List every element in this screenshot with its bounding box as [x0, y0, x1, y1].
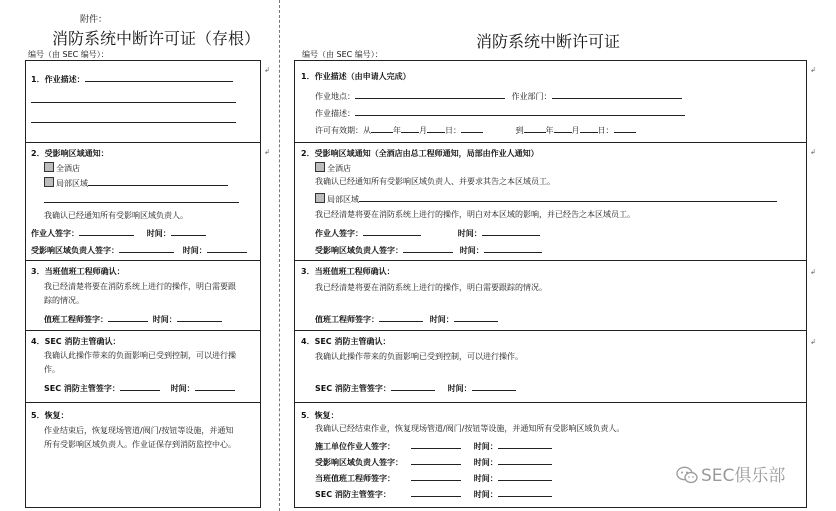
margin-mark: ↲: [264, 66, 270, 74]
permit-from-year[interactable]: [371, 124, 393, 133]
checkbox-icon[interactable]: [44, 177, 54, 187]
stub-s3-text-1: 我已经清楚将要在消防系统上进行的操作，明白需要跟: [44, 282, 236, 291]
permit-restore-sec-sign-line[interactable]: [411, 488, 461, 497]
permit-s5-text: 我确认已经结束作业，恢复现场管道/阀门/按钮等设施，并通知所有受影响区域负责人。: [315, 424, 625, 433]
stub-section-2: [26, 143, 260, 261]
stub-engineer-sign-line[interactable]: [108, 313, 148, 322]
wechat-icon: [676, 466, 698, 484]
permit-s1-heading: 1．作业描述（由申请人完成）: [301, 72, 411, 81]
stub-part-area-line[interactable]: [88, 177, 228, 186]
stub-part-area-line-2[interactable]: [44, 194, 239, 203]
permit-from-day[interactable]: [427, 124, 445, 133]
permit-s2-heading: 2．受影响区域通知（全酒店由总工程师通知，局部由作业人通知）: [301, 149, 539, 158]
permit-section-2: [295, 143, 806, 261]
permit-section-4: [295, 331, 806, 403]
permit-s3-text: 我已经清楚将要在消防系统上进行的操作，明白需要跟踪的情况。: [315, 283, 547, 292]
permit-location-row: 作业地点： 作业部门：: [315, 90, 682, 102]
permit-confirm-all: 我确认已经通知所有受影响区域负责人、并要求其告之本区域员工。: [315, 177, 555, 186]
permit-to-day[interactable]: [580, 124, 598, 133]
permit-s4-heading: 4．SEC 消防主管确认：: [301, 337, 391, 346]
permit-worker-time-line[interactable]: [482, 227, 540, 236]
permit-restore-sec-time-line[interactable]: [498, 488, 552, 497]
permit-number-label: 编号（由 SEC 编号）：: [302, 50, 383, 59]
stub-s2-confirm: 我确认已经通知所有受影响区域负责人。: [44, 211, 188, 220]
permit-engineer-time-line[interactable]: [454, 313, 498, 322]
permit-option-part[interactable]: 局部区域: [315, 193, 777, 205]
margin-mark: ↲: [810, 66, 816, 74]
permit-area-time-line[interactable]: [484, 244, 542, 253]
permit-desc-row: 作业描述：: [315, 107, 685, 119]
stub-area-time-line[interactable]: [207, 244, 247, 253]
permit-part-area-line[interactable]: [359, 193, 777, 202]
stub-s1-heading: 1．作业描述：: [31, 73, 233, 85]
permit-title: 消防系统中断许可证: [476, 32, 621, 51]
permit-valid-row: 许可有效期：从 年 月 日： 到 年 月 日：: [315, 124, 636, 136]
stub-area-sign-row: 受影响区域负责人签字： 时间：: [31, 244, 247, 256]
stub-desc-line-2[interactable]: [31, 94, 236, 103]
permit-section-3: [295, 261, 806, 331]
stub-worker-sign-row: 作业人签字： 时间：: [31, 227, 206, 239]
margin-mark: ↲: [810, 148, 816, 156]
stub-title: 消防系统中断许可证（存根）: [52, 29, 261, 48]
stub-s3-text-2: 踪的情况。: [44, 296, 84, 305]
watermark-text: SEC俱乐部: [701, 466, 786, 486]
stub-desc-line-3[interactable]: [31, 114, 236, 123]
stub-section-1: [26, 61, 260, 143]
stub-option-part[interactable]: 局部区域: [44, 177, 228, 189]
permit-section-5: [295, 403, 806, 507]
stub-worker-sign-line[interactable]: [79, 227, 134, 236]
stub-section-5: [26, 403, 260, 507]
permit-s4-text: 我确认此操作带来的负面影响已受到控制，可以进行操作。: [315, 352, 523, 361]
permit-restore-sec-sign-row: SEC 消防主管签字： 时间：: [315, 488, 552, 500]
stub-s5-text-2: 所有受影响区域负责人。作业证保存到消防监控中心。: [44, 440, 236, 449]
permit-contractor-sign-line[interactable]: [411, 440, 461, 449]
permit-desc-line[interactable]: [355, 107, 685, 116]
permit-area-sign-line[interactable]: [403, 244, 453, 253]
permit-form: [294, 60, 807, 508]
permit-confirm-part: 我已经清楚将要在消防系统上进行的操作，明白对本区域的影响，并已经告之本区域员工。: [315, 210, 635, 219]
permit-to-month[interactable]: [554, 124, 572, 133]
stub-s5-heading: 5．恢复：: [31, 411, 69, 420]
cut-line: [279, 0, 280, 511]
permit-engineer-sign-line[interactable]: [379, 313, 423, 322]
permit-from-month[interactable]: [401, 124, 419, 133]
stub-engineer-sign-row: 值班工程师签字： 时间：: [44, 313, 222, 325]
permit-restore-eng-sign-line[interactable]: [411, 472, 461, 481]
permit-from-time[interactable]: [461, 124, 483, 133]
stub-sec-time-line[interactable]: [195, 382, 235, 391]
permit-s3-heading: 3．当班值班工程师确认：: [301, 267, 395, 276]
permit-restore-eng-time-line[interactable]: [498, 472, 552, 481]
permit-restore-area-sign-row: 受影响区域负责人签字： 时间：: [315, 456, 552, 468]
stub-s4-text-2: 作。: [44, 365, 60, 374]
margin-mark: ↲: [810, 268, 816, 276]
permit-contractor-time-line[interactable]: [498, 440, 552, 449]
stub-s3-heading: 3．当班值班工程师确认：: [31, 267, 125, 276]
stub-section-3: [26, 261, 260, 331]
permit-sec-time-line[interactable]: [472, 382, 516, 391]
permit-s5-heading: 5．恢复：: [301, 411, 339, 420]
attachment-label: 附件：: [80, 15, 108, 25]
permit-to-year[interactable]: [524, 124, 546, 133]
stub-form: [25, 60, 261, 508]
stub-area-sign-line[interactable]: [119, 244, 174, 253]
stub-worker-time-line[interactable]: [171, 227, 206, 236]
stub-number-label: 编号（由 SEC 编号）：: [28, 50, 109, 59]
stub-s5-text-1: 作业结束后，恢复现场管道/阀门/按钮等设施，并通知: [44, 426, 234, 435]
stub-s4-text-1: 我确认此操作带来的负面影响已受到控制，可以进行操: [44, 351, 236, 360]
stub-s2-heading: 2．受影响区域通知：: [31, 149, 109, 158]
permit-worker-sign-line[interactable]: [363, 227, 421, 236]
permit-engineer-sign-row: 值班工程师签字： 时间：: [315, 313, 498, 325]
permit-dept-line[interactable]: [552, 90, 682, 99]
permit-restore-area-time-line[interactable]: [498, 456, 552, 465]
stub-sec-sign-row: SEC 消防主管签字： 时间：: [44, 382, 235, 394]
checkbox-icon[interactable]: [44, 162, 54, 172]
watermark: [676, 461, 785, 486]
stub-option-all[interactable]: 全酒店: [44, 162, 80, 174]
permit-worker-sign-row: 作业人签字： 时间：: [315, 227, 540, 239]
stub-s4-heading: 4．SEC 消防主管确认：: [31, 337, 121, 346]
stub-section-4: [26, 331, 260, 403]
permit-to-time[interactable]: [614, 124, 636, 133]
checkbox-icon[interactable]: [315, 193, 325, 203]
permit-restore-eng-sign-row: 当班值班工程师签字： 时间：: [315, 472, 552, 484]
permit-section-1: [295, 61, 806, 143]
stub-desc-line-1[interactable]: [85, 73, 233, 82]
checkbox-icon[interactable]: [315, 162, 325, 172]
margin-mark: ↲: [264, 148, 270, 156]
permit-area-sign-row: 受影响区域负责人签字： 时间：: [315, 244, 542, 256]
permit-contractor-sign-row: 施工单位作业人签字： 时间：: [315, 440, 552, 452]
stub-sec-sign-line[interactable]: [120, 382, 160, 391]
permit-restore-area-sign-line[interactable]: [411, 456, 461, 465]
permit-sec-sign-line[interactable]: [391, 382, 435, 391]
stub-engineer-time-line[interactable]: [177, 313, 222, 322]
permit-option-all[interactable]: 全酒店: [315, 162, 351, 174]
permit-location-line[interactable]: [355, 90, 505, 99]
margin-mark: ↲: [810, 338, 816, 346]
permit-sec-sign-row: SEC 消防主管签字： 时间：: [315, 382, 516, 394]
